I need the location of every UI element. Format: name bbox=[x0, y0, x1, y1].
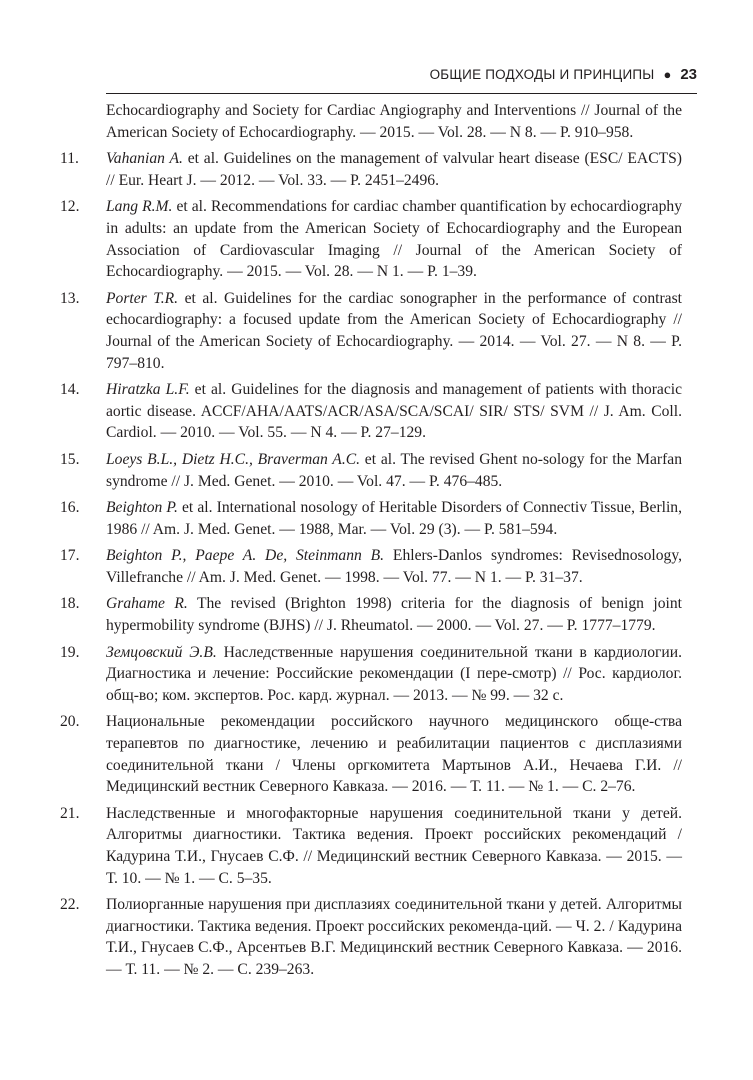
reference-item bbox=[60, 593, 682, 636]
reference-authors: Земцовский Э.В. bbox=[106, 643, 217, 661]
page-number: 23 bbox=[680, 66, 697, 83]
reference-item bbox=[60, 711, 682, 797]
reference-text: Полиорганные нарушения при дисплазиях соединительной ткани у детей. Алгоритмы диагностики. Тактика ведения. Проект российских рекоменда-ций. — Ч. 2. / Кадурина Т.И., Гнусаев С.Ф., Арсентьев В.Г. Медицинский вестник Северного Кавказа. — 2016. — Т. 11. — № 2. — С. 239–263. bbox=[106, 896, 682, 978]
reference-list bbox=[60, 100, 682, 986]
reference-number: 19. bbox=[60, 643, 80, 661]
reference-text: Наследственные нарушения соединительной ткани в кардиологии. Диагностика и лечение: Российские рекомендации (I пере-смотр) // Рос. кардиолог. общ-во; ком. экспертов. Рос. кард. журнал. — 2013. — № 99. — 32 с. bbox=[106, 643, 682, 704]
reference-number: 12. bbox=[60, 198, 80, 216]
reference-authors: Hiratzka L.F. bbox=[106, 381, 190, 399]
reference-authors: Grahame R. bbox=[106, 595, 188, 613]
reference-number: 22. bbox=[60, 896, 80, 914]
reference-number: 17. bbox=[60, 547, 80, 565]
reference-item bbox=[60, 196, 682, 282]
reference-text: et al. The revised Ghent no-sology for the Marfan syndrome // J. Med. Genet. — 2010. — Vol. 47. — P. 476–485. bbox=[106, 450, 683, 490]
reference-item bbox=[60, 545, 682, 588]
section-title: ОБЩИЕ ПОДХОДЫ И ПРИНЦИПЫ bbox=[429, 67, 655, 82]
reference-number: 13. bbox=[60, 289, 80, 307]
reference-authors: Lang R.M. bbox=[106, 198, 173, 216]
reference-number: 20. bbox=[60, 713, 80, 731]
reference-item bbox=[60, 288, 682, 374]
reference-text: et al. Guidelines for the cardiac sonographer in the performance of contrast echocardiography: a focused update from the American Society of Echocardiography // Journal of the American Society of Echocardiography. — 2014. — Vol. 27. — N 8. — P. 797–810. bbox=[106, 289, 682, 372]
reference-authors: Vahanian A. bbox=[106, 150, 183, 168]
reference-authors: Beighton P. bbox=[106, 499, 178, 517]
reference-text: et al. International nosology of Heritable Disorders of Connectiv Tissue, Berlin, 1986 // Am. J. Med. Genet. — 1988, Mar. — Vol. 29 (3). — P. 581–594. bbox=[106, 499, 682, 538]
reference-number: 11. bbox=[60, 150, 79, 168]
reference-item bbox=[60, 497, 682, 540]
reference-text: et al. Guidelines on the management of valvular heart disease (ESC/ EACTS) // Eur. Heart J. — 2012. — Vol. 33. — P. 2451–2496. bbox=[106, 150, 682, 189]
reference-item bbox=[60, 449, 682, 492]
reference-number: 15. bbox=[60, 450, 80, 468]
reference-item bbox=[60, 803, 682, 889]
reference-text: et al. Guidelines for the diagnosis and management of patients with thoracic aortic disease. ACCF/AHA/AATS/ACR/ASA/SCA/SCAI/ SIR/ STS/ SVM // J. Am. Coll. Cardiol. — 2010. — Vol. 55. — N 4. — P. 27–129. bbox=[106, 381, 682, 442]
running-header bbox=[106, 66, 697, 88]
reference-number: 14. bbox=[60, 381, 80, 399]
reference-authors: Beighton P., Paepe A. De, Steinmann B. bbox=[106, 547, 385, 565]
bullet-icon: ● bbox=[663, 67, 672, 82]
reference-text: et al. Recommendations for cardiac chamber quantification by echocardiography in adults: an update from the American Society of Echocardiography and the European Association of Cardiovascular Imaging // Journal of the American Society of Echocardiography. — 2015. — Vol. 28. — N 1. — P. 1–39. bbox=[106, 198, 682, 281]
reference-text: Наследственные и многофакторные нарушения соединительной ткани у детей. Алгоритмы диагностики. Тактика ведения. Проект российских рекомендаций / Кадурина Т.И., Гнусаев С.Ф. // Медицинский вестник Северного Кавказа. — 2015. — Т. 10. — № 1. — С. 5–35. bbox=[106, 804, 682, 887]
reference-text: The revised (Brighton 1998) criteria for the diagnosis of benign joint hypermobility syndrome (BJHS) // J. Rheumatol. — 2000. — Vol. 27. — P. 1777–1779. bbox=[106, 595, 682, 635]
reference-item bbox=[60, 642, 682, 707]
reference-text: Национальные рекомендации российского научного медицинского обще-ства терапевтов по диагностике, лечению и реабилитации пациентов с дисплазиями соединительной ткани / Члены оргкомитета Мартынов А.И., Нечаева Г.И. // Медицинский вестник Северного Кавказа. — 2016. — Т. 11. — № 1. — С. 2–76. bbox=[106, 713, 682, 796]
header-rule bbox=[106, 93, 697, 94]
reference-continuation: Echocardiography and Society for Cardiac Angiography and Interventions // Journal of the American Society of Echocardiography. — 2015. — Vol. 28. — N 8. — P. 910–958. bbox=[106, 102, 682, 141]
reference-item bbox=[60, 894, 682, 980]
reference-authors: Loeys B.L., Dietz H.C., Braverman A.C. bbox=[106, 450, 361, 468]
reference-number: 16. bbox=[60, 499, 80, 517]
reference-item bbox=[60, 148, 682, 191]
reference-number: 21. bbox=[60, 804, 80, 822]
reference-authors: Porter T.R. bbox=[106, 289, 179, 307]
reference-number: 18. bbox=[60, 595, 80, 613]
reference-text: Ehlers-Danlos syndromes: Revisednosology, Villefranche // Am. J. Med. Genet. — 1998. — Vol. 77. — N 1. — P. 31–37. bbox=[106, 547, 682, 586]
reference-items bbox=[60, 148, 682, 980]
reference-item bbox=[60, 379, 682, 444]
